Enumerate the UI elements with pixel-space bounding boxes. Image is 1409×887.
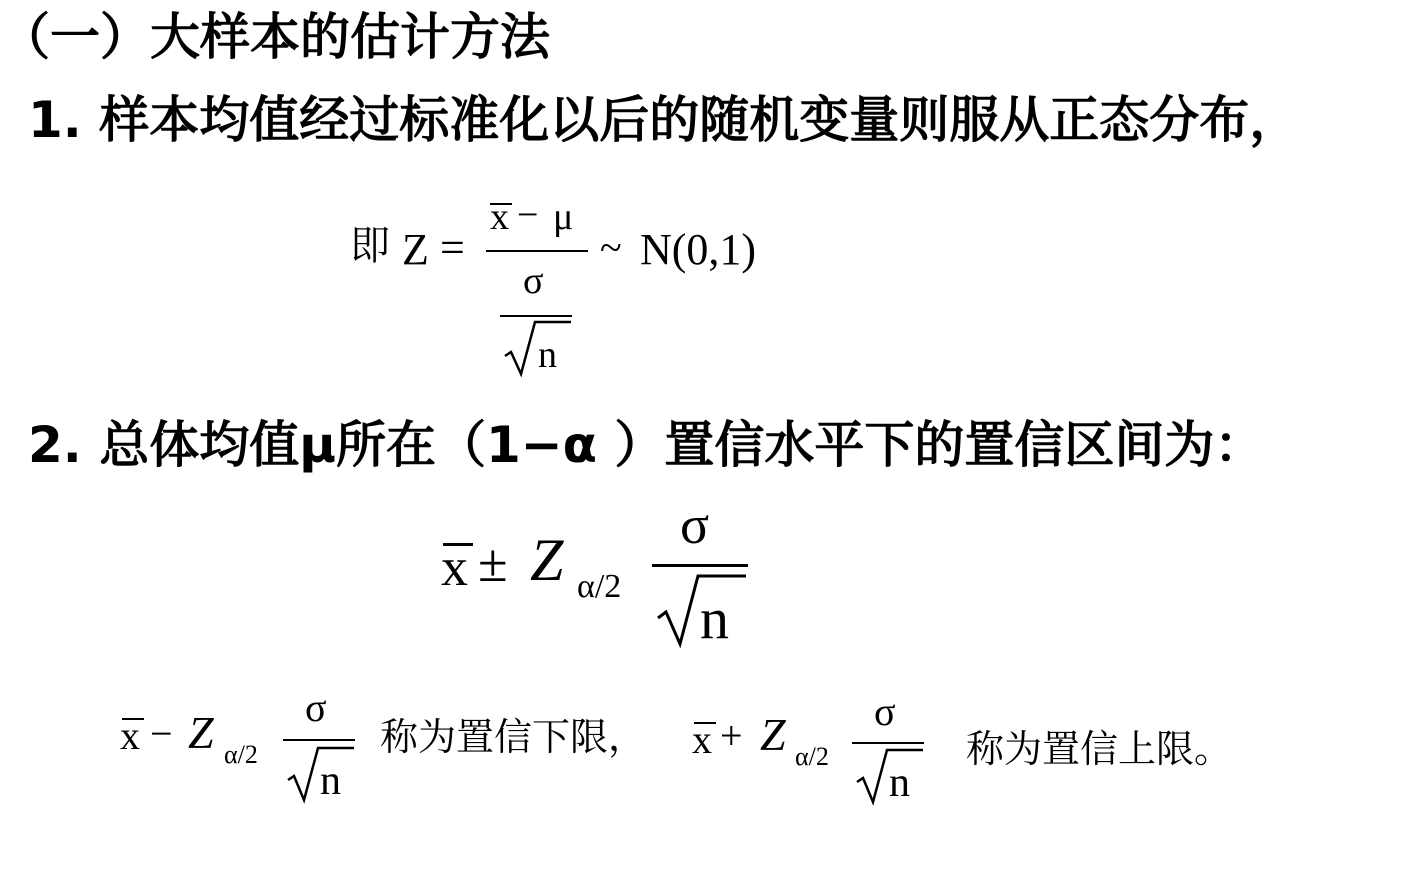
section-title: （一）大样本的估计方法 bbox=[0, 8, 550, 66]
upper-fraction-bar bbox=[852, 742, 924, 744]
lower-sigma: σ bbox=[305, 685, 327, 730]
upper-sigma: σ bbox=[874, 689, 896, 734]
formula1-distribution: N(0,1) bbox=[640, 225, 757, 274]
formula1-num-mu: μ bbox=[553, 196, 574, 238]
formula1-num-minus: − bbox=[517, 194, 539, 236]
lower-limit-label: 称为置信下限， bbox=[380, 715, 647, 759]
formula1-tilde: ~ bbox=[600, 225, 622, 270]
formula1-fraction-bar bbox=[486, 250, 588, 252]
upper-z: Z bbox=[760, 709, 786, 760]
lower-minus: − bbox=[150, 711, 173, 756]
formula2-z: Z bbox=[530, 527, 564, 593]
lower-z: Z bbox=[188, 707, 214, 758]
upper-n: n bbox=[889, 760, 910, 806]
lower-fraction-bar bbox=[283, 739, 355, 741]
formula2-plus-minus: ± bbox=[478, 533, 508, 593]
formula1-den-n: n bbox=[538, 334, 557, 376]
formula2-x: x bbox=[441, 537, 468, 597]
lower-subscript: α/2 bbox=[224, 740, 258, 769]
lower-n: n bbox=[320, 758, 341, 804]
formula2-sigma: σ bbox=[680, 495, 710, 555]
formula1-den-fraction-bar bbox=[500, 315, 572, 317]
point-1-text: 1. 样本均值经过标准化以后的随机变量则服从正态分布， bbox=[28, 91, 1300, 149]
formula2-fraction-bar bbox=[652, 564, 748, 567]
formula2-n: n bbox=[700, 586, 729, 651]
formula1-prefix: 即 bbox=[350, 223, 390, 269]
formula1-equals: = bbox=[440, 223, 465, 272]
formula1-z: Z bbox=[402, 225, 429, 274]
formula1-den-sigma: σ bbox=[523, 260, 544, 302]
formula2-subscript: α/2 bbox=[577, 568, 622, 605]
upper-x: x bbox=[692, 717, 712, 762]
lower-x: x bbox=[120, 713, 140, 758]
point-2-text: 2. 总体均值μ所在（1−α ）置信水平下的置信区间为： bbox=[28, 416, 1265, 474]
upper-subscript: α/2 bbox=[795, 742, 829, 771]
upper-plus: + bbox=[720, 713, 743, 758]
formula1-num-x: x bbox=[490, 196, 509, 238]
upper-limit-label: 称为置信上限。 bbox=[966, 727, 1233, 771]
